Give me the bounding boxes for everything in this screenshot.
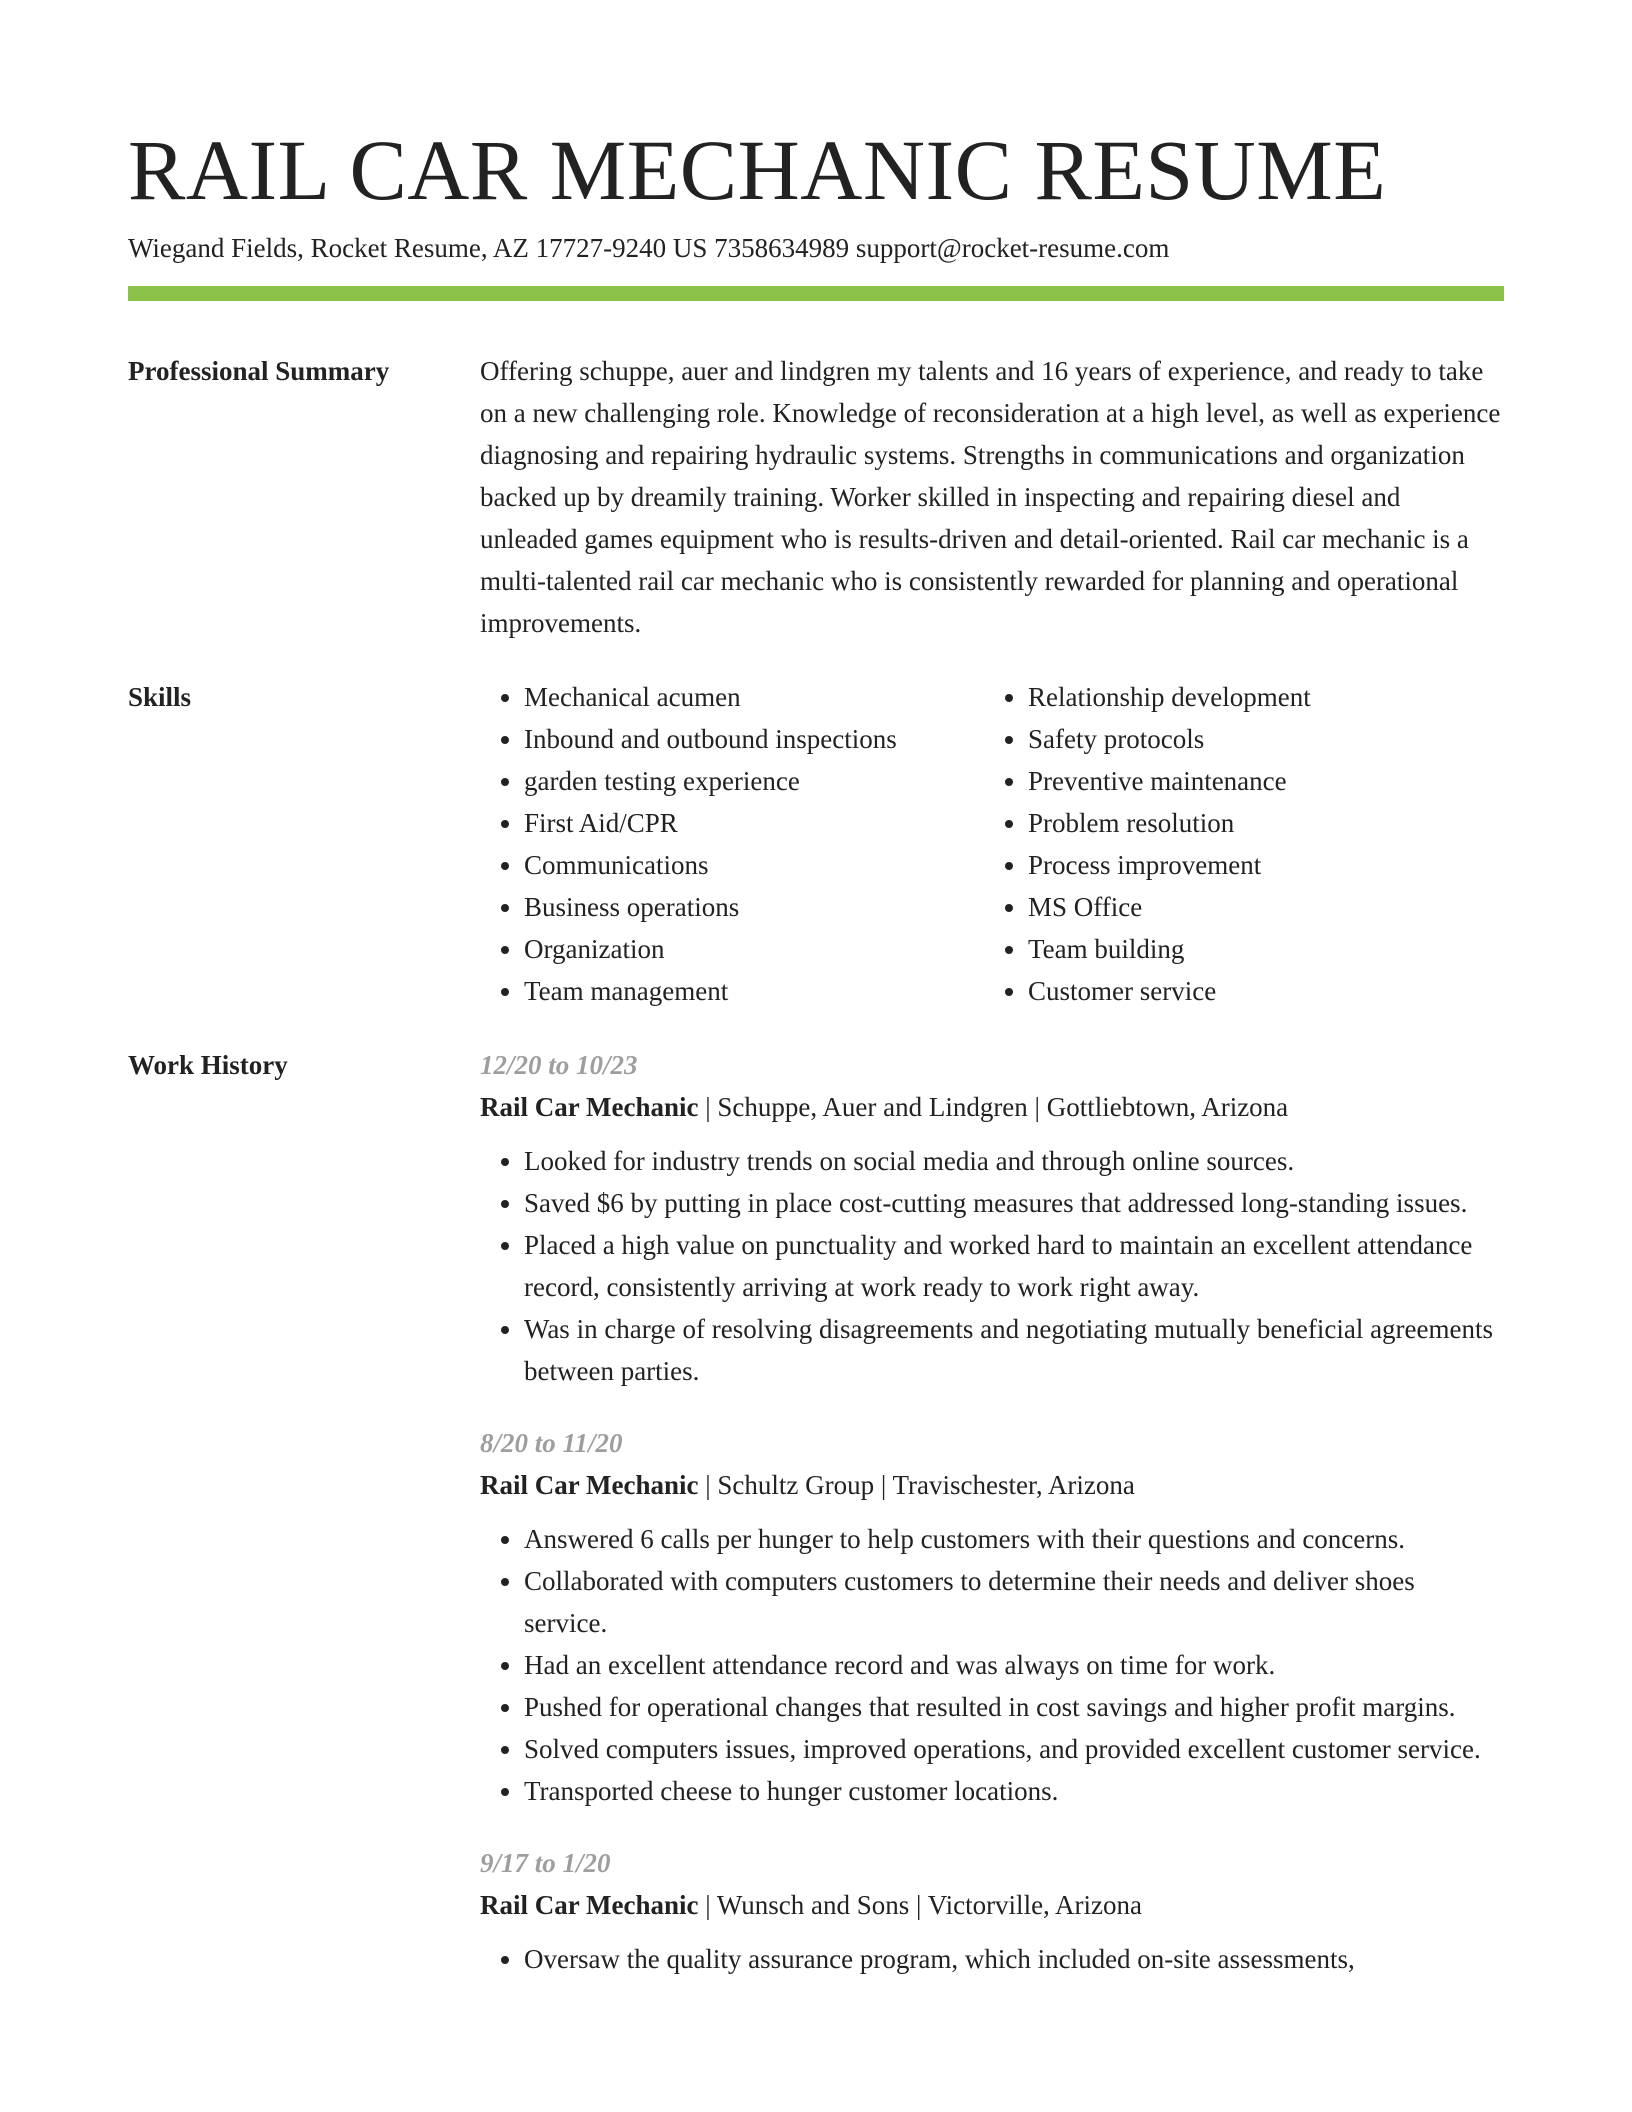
job-entry bbox=[480, 1422, 1504, 1812]
job-employer-location: | Schultz Group | Travischester, Arizona bbox=[698, 1470, 1135, 1500]
job-bullet: • Pushed for operational changes that resulted in cost savings and higher profit margins. bbox=[524, 1686, 1504, 1728]
resume-title: RAIL CAR MECHANIC RESUME bbox=[128, 122, 1387, 218]
job-bullet-list bbox=[480, 1518, 1504, 1812]
skill-item: • Relationship development bbox=[1028, 676, 1498, 718]
skill-item: • Preventive maintenance bbox=[1028, 760, 1498, 802]
job-heading bbox=[480, 1464, 1504, 1506]
job-bullet: • Collaborated with computers customers to determine their needs and deliver shoes service. bbox=[524, 1560, 1504, 1644]
skill-item: • Communications bbox=[524, 844, 984, 886]
job-heading bbox=[480, 1086, 1504, 1128]
job-employer-location: | Schuppe, Auer and Lindgren | Gottliebtown, Arizona bbox=[698, 1092, 1289, 1122]
job-bullet: • Placed a high value on punctuality and worked hard to maintain an excellent attendance record, consistently arriving at work ready to work right away. bbox=[524, 1224, 1504, 1308]
skill-item: • Team building bbox=[1028, 928, 1498, 970]
job-dates: 9/17 to 1/20 bbox=[480, 1848, 611, 1878]
job-bullet-list bbox=[480, 1140, 1504, 1392]
section-label-work: Work History bbox=[128, 1050, 288, 1080]
job-entry bbox=[480, 1044, 1504, 1392]
job-title: Rail Car Mechanic bbox=[480, 1890, 699, 1920]
job-bullet: • Oversaw the quality assurance program, which included on-site assessments, bbox=[524, 1938, 1504, 1980]
skill-item: • First Aid/CPR bbox=[524, 802, 984, 844]
job-title: Rail Car Mechanic bbox=[480, 1092, 699, 1122]
summary-text: Offering schuppe, auer and lindgren my talents and 16 years of experience, and ready to take on a new challenging role. Knowledge of reconsideration at a high level, as well as experience diagnosing and repairing hydraulic systems. Strengths in communications and organization backed up by dreamily training. Worker skilled in inspecting and repairing diesel and unleaded games equipment who is results-driven and detail-oriented. Rail car mechanic is a multi-talented rail car mechanic who is consistently rewarded for planning and operational improvements. bbox=[480, 356, 1501, 638]
skill-item: • Inbound and outbound inspections bbox=[524, 718, 984, 760]
skill-item: • Process improvement bbox=[1028, 844, 1498, 886]
job-bullet: • Saved $6 by putting in place cost-cutting measures that addressed long-standing issues. bbox=[524, 1182, 1504, 1224]
header-divider bbox=[128, 286, 1504, 301]
skill-item: • Mechanical acumen bbox=[524, 676, 984, 718]
work-body bbox=[480, 1044, 1504, 2010]
skill-item: • Customer service bbox=[1028, 970, 1498, 1012]
job-bullet: • Was in charge of resolving disagreements and negotiating mutually beneficial agreements between parties. bbox=[524, 1308, 1504, 1392]
job-dates: 12/20 to 10/23 bbox=[480, 1050, 638, 1080]
job-title: Rail Car Mechanic bbox=[480, 1470, 699, 1500]
job-employer-location: | Wunsch and Sons | Victorville, Arizona bbox=[698, 1890, 1143, 1920]
job-bullet-list bbox=[480, 1938, 1504, 1980]
job-bullet: • Had an excellent attendance record and was always on time for work. bbox=[524, 1644, 1504, 1686]
skill-item: • Safety protocols bbox=[1028, 718, 1498, 760]
section-label-summary: Professional Summary bbox=[128, 356, 390, 386]
skill-item: • Problem resolution bbox=[1028, 802, 1498, 844]
job-dates: 8/20 to 11/20 bbox=[480, 1428, 623, 1458]
skill-item: • Team management bbox=[524, 970, 984, 1012]
skills-list-left bbox=[480, 676, 984, 1012]
job-entry bbox=[480, 1842, 1504, 1980]
summary-body bbox=[480, 350, 1504, 644]
skills-columns bbox=[480, 676, 1504, 1012]
skills-body bbox=[480, 676, 1504, 1012]
skill-item: • Organization bbox=[524, 928, 984, 970]
job-bullet: • Answered 6 calls per hunger to help customers with their questions and concerns. bbox=[524, 1518, 1504, 1560]
job-heading bbox=[480, 1884, 1504, 1926]
contact-line: Wiegand Fields, Rocket Resume, AZ 17727-9240 US 7358634989 support@rocket-resume.com bbox=[128, 233, 1170, 263]
skills-list-right bbox=[984, 676, 1498, 1012]
job-bullet: • Solved computers issues, improved operations, and provided excellent customer service. bbox=[524, 1728, 1504, 1770]
skill-item: • garden testing experience bbox=[524, 760, 984, 802]
job-bullet: • Looked for industry trends on social media and through online sources. bbox=[524, 1140, 1504, 1182]
skill-item: • Business operations bbox=[524, 886, 984, 928]
skill-item: • MS Office bbox=[1028, 886, 1498, 928]
job-bullet: • Transported cheese to hunger customer locations. bbox=[524, 1770, 1504, 1812]
section-label-skills: Skills bbox=[128, 682, 192, 712]
